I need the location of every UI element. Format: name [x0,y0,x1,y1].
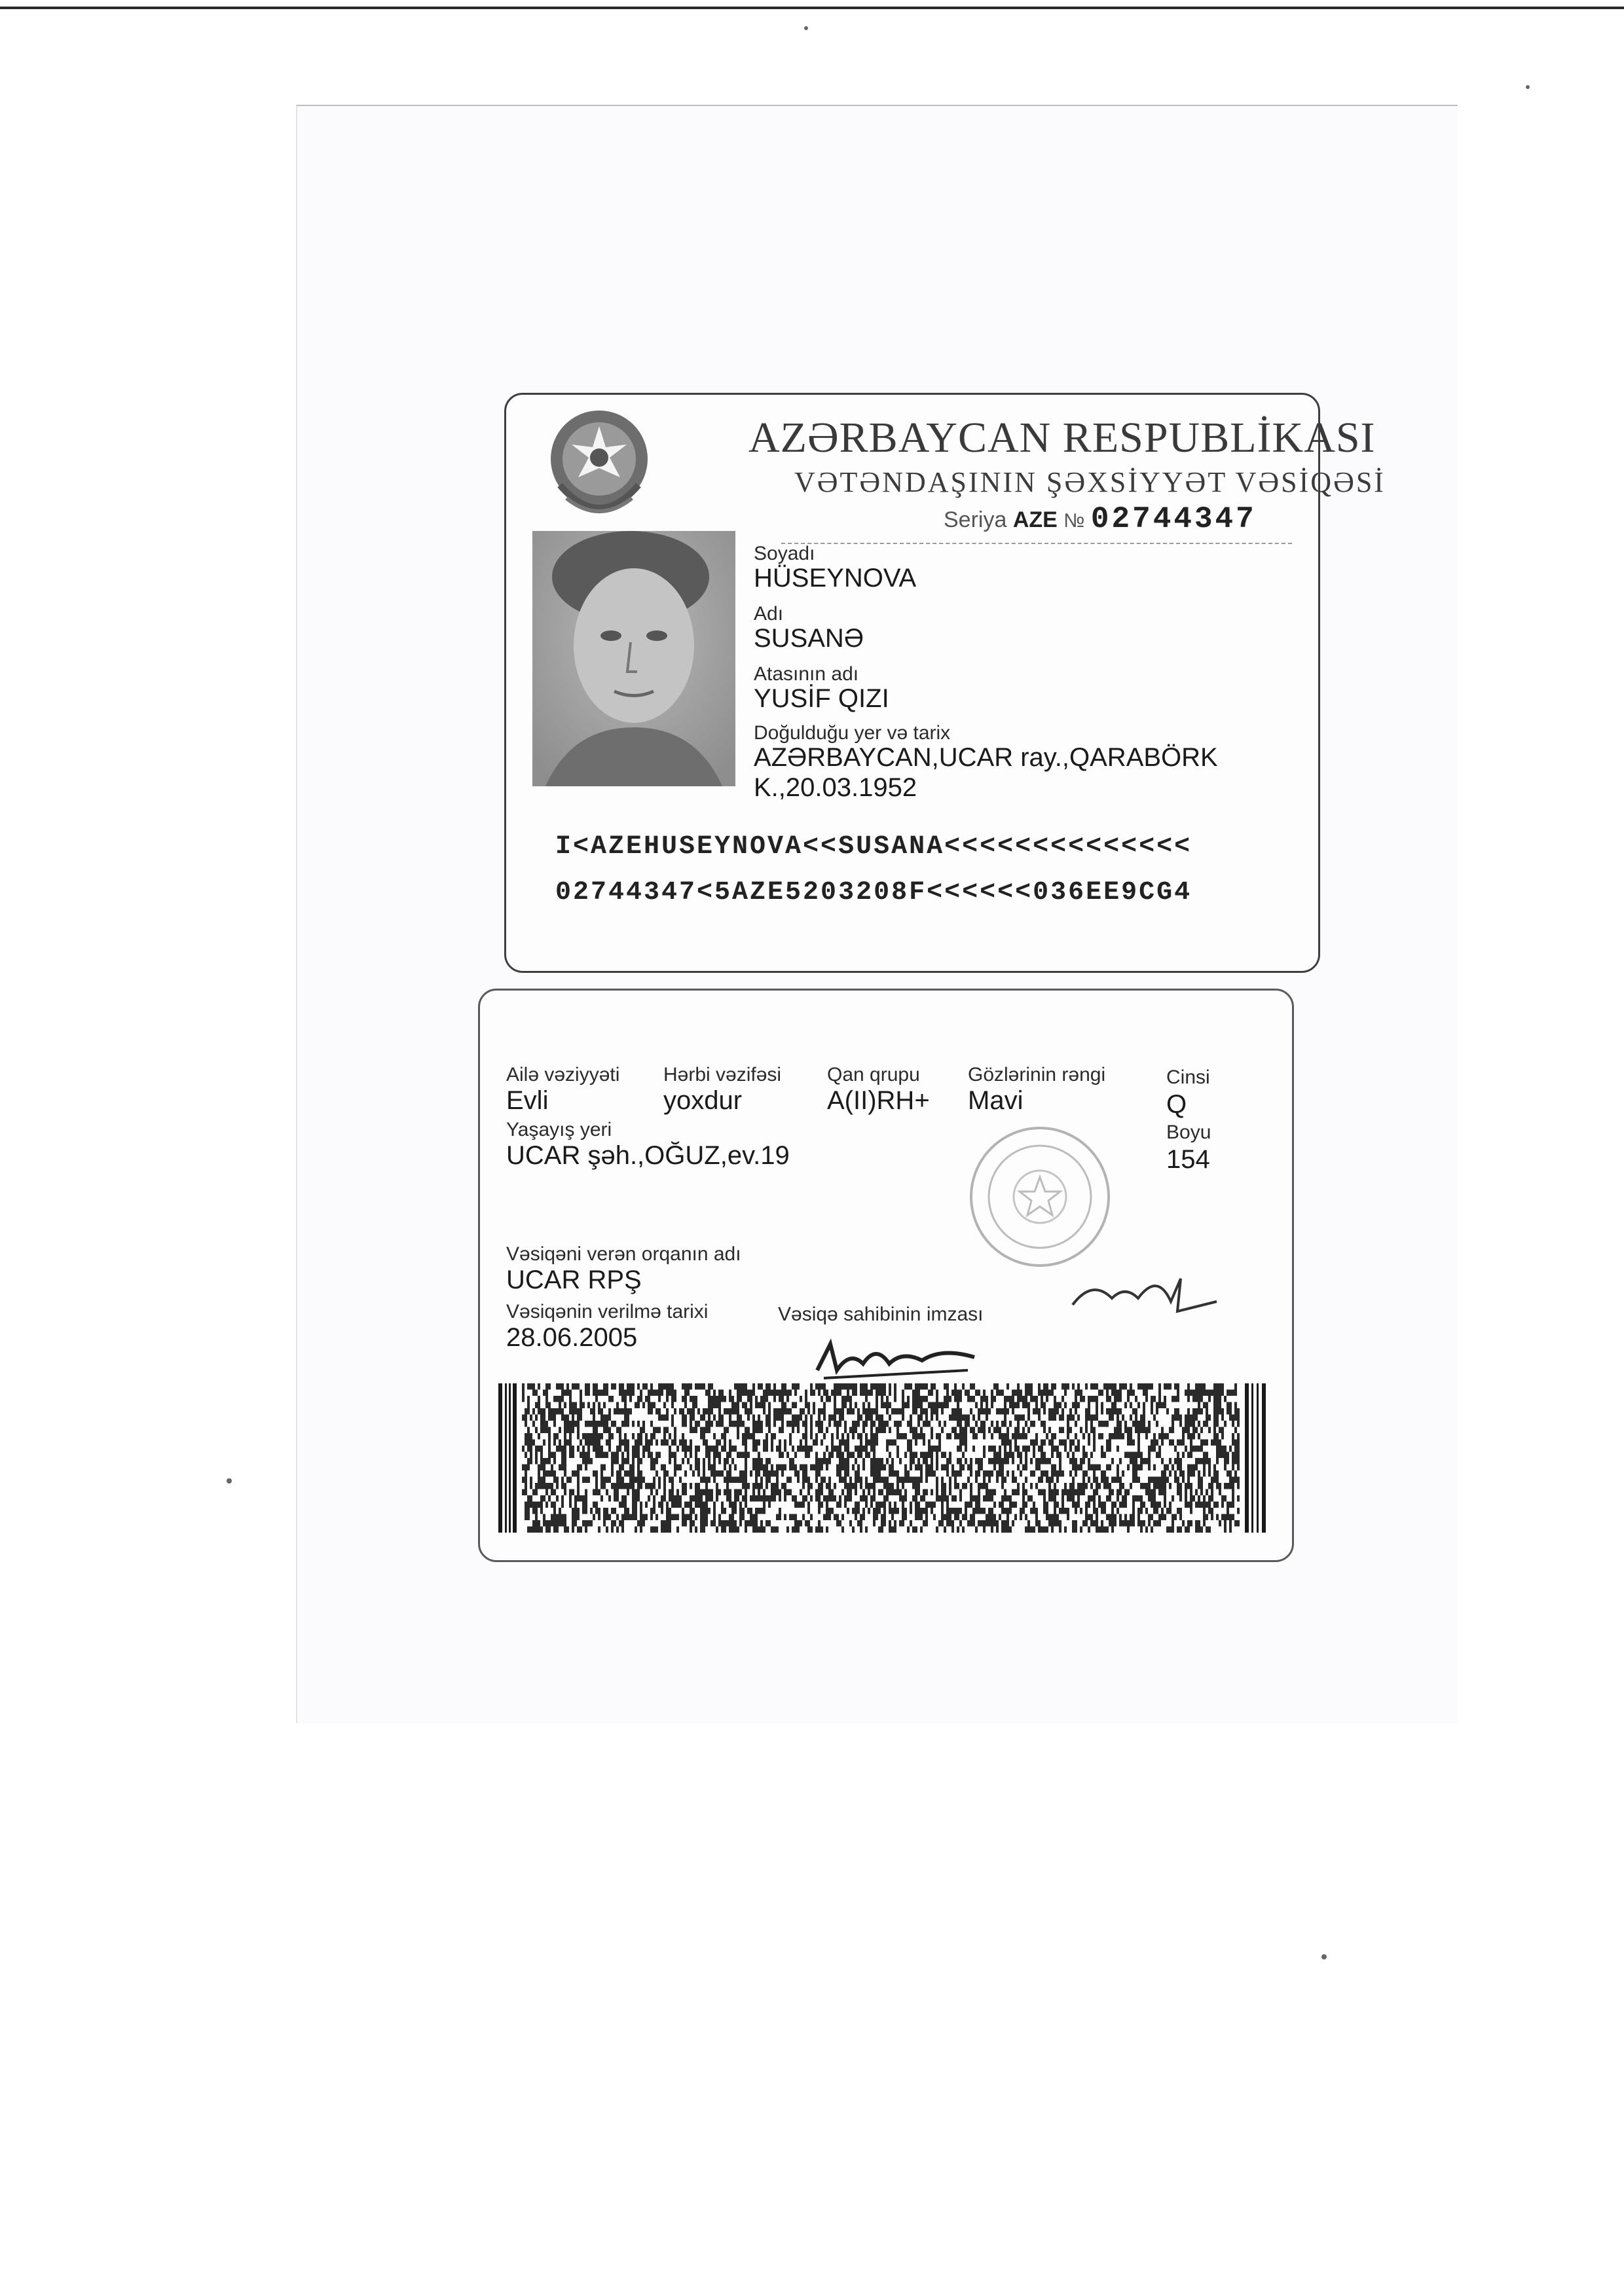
birth-label: Doğulduğu yer və tarix [754,722,951,744]
serial-line [944,502,1257,536]
patronymic-value: YUSİF QIZI [754,684,889,713]
holder-signature-label: Vəsiqə sahibinin imzası [778,1303,984,1325]
holder-photo [532,531,735,786]
sex-label: Cinsi [1166,1066,1210,1088]
scan-speck [804,26,808,30]
sex-value: Q [1166,1090,1187,1119]
scan-speck [1526,85,1530,89]
surname-value: HÜSEYNOVA [754,564,917,592]
height-label: Boyu [1166,1121,1211,1143]
number-sign: № [1063,510,1085,532]
blood-value: A(II)RH+ [827,1086,930,1115]
marital-value: Evli [506,1086,549,1115]
header-divider [781,543,1292,544]
scan-speck [1321,1954,1327,1959]
military-value: yoxdur [663,1086,743,1115]
mrz-line-2: 02744347<5AZE5203208F<<<<<<036EE9CG4 [555,878,1192,907]
name-label: Adı [754,603,784,625]
height-value: 154 [1166,1145,1210,1174]
issue-date-label: Vəsiqənin verilmə tarixi [506,1301,709,1322]
birth-line-1: AZƏRBAYCAN,UCAR ray.,QARABÖRK [754,743,1218,772]
issuer-value: UCAR RPŞ [506,1266,642,1294]
military-label: Hərbi vəzifəsi [663,1064,782,1085]
holder-signature-mark [811,1331,981,1383]
eyes-value: Mavi [968,1086,1024,1115]
issuer-label: Vəsiqəni verən orqanın adı [506,1243,741,1265]
blood-label: Qan qrupu [827,1064,920,1085]
scan-speck [227,1478,232,1484]
pdf417-barcode [498,1383,1266,1533]
issue-date-value: 28.06.2005 [506,1323,638,1352]
serial-series: AZE [1012,507,1058,532]
surname-label: Soyadı [754,543,815,564]
serial-number: 02744347 [1090,502,1257,536]
card-subtitle: VƏTƏNDAŞININ ŞƏXSİYYƏT VƏSİQƏSİ [794,466,1386,498]
patronymic-label: Atasının adı [754,663,859,685]
name-value: SUSANƏ [754,624,864,653]
eyes-label: Gözlərinin rəngi [968,1064,1106,1085]
serial-label: Seriya [944,507,1007,532]
marital-label: Ailə vəziyyəti [506,1064,620,1085]
azerbaijan-state-emblem-icon [547,407,652,528]
id-card-front [504,393,1386,973]
scan-top-edge [0,7,1624,9]
card-title: AZƏRBAYCAN RESPUBLİKASI [748,414,1376,462]
mrz-line-1: I<AZEHUSEYNOVA<<SUSANA<<<<<<<<<<<<<< [555,832,1192,862]
residence-value: UCAR şəh.,OĞUZ,ev.19 [506,1141,790,1170]
official-seal-stamp [965,1121,1115,1272]
birth-line-2: K.,20.03.1952 [754,773,917,802]
issuer-signature-mark [1066,1266,1223,1324]
id-card-back [478,989,1294,1562]
residence-label: Yaşayış yeri [506,1119,612,1140]
